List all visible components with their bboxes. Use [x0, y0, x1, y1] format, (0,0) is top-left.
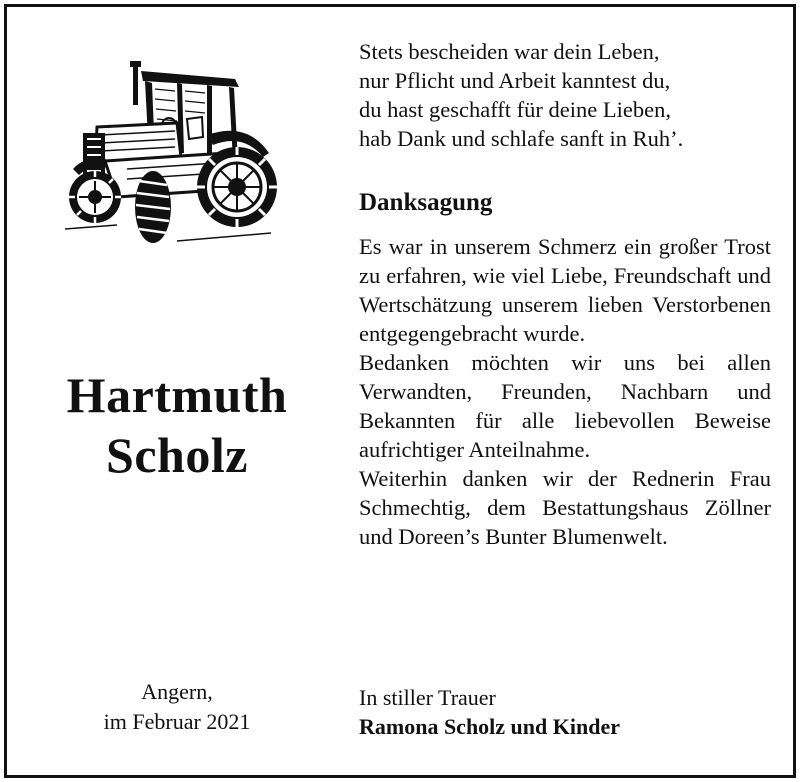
deceased-name — [7, 365, 347, 485]
poem-line: nur Pflicht und Arbeit kanntest du, — [359, 68, 671, 93]
notice-frame — [4, 4, 796, 778]
deceased-last-name: Scholz — [106, 427, 248, 483]
thanks-text — [359, 232, 771, 551]
right-column — [359, 37, 771, 551]
place-and-date — [7, 677, 347, 737]
place-date: im Februar 2021 — [103, 709, 251, 734]
thanks-paragraph: Es war in unserem Schmerz ein großer Trost zu erfahren, wie viel Liebe, Freundschaft und Wertschätzung unserem lieben Verstorbenen entgegengebracht wurde. — [359, 234, 771, 346]
poem-line: du hast geschafft für deine Lieben, — [359, 97, 671, 122]
signoff-names: Ramona Scholz und Kinder — [359, 714, 620, 739]
poem-line: hab Dank und schlafe sanft in Ruh’. — [359, 126, 684, 151]
tractor-icon — [57, 57, 277, 247]
thanks-paragraph: Bedanken möchten wir uns bei allen Verwandten, Freunden, Nachbarn und Bekannten für alle liebevollen Beweise aufrichtiger Anteilnahme. — [359, 350, 771, 462]
signoff — [359, 683, 779, 741]
poem — [359, 37, 771, 153]
deceased-first-name: Hartmuth — [66, 367, 288, 423]
poem-line: Stets bescheiden war dein Leben, — [359, 39, 660, 64]
section-heading: Danksagung — [359, 189, 493, 216]
place-town: Angern, — [141, 679, 213, 704]
thanks-paragraph: Weiterhin danken wir der Rednerin Frau Schmechtig, dem Bestattungshaus Zöllner und Doreen’s Bunter Blumenwelt. — [359, 466, 771, 549]
left-column — [7, 7, 347, 775]
signoff-intro: In stiller Trauer — [359, 685, 496, 710]
